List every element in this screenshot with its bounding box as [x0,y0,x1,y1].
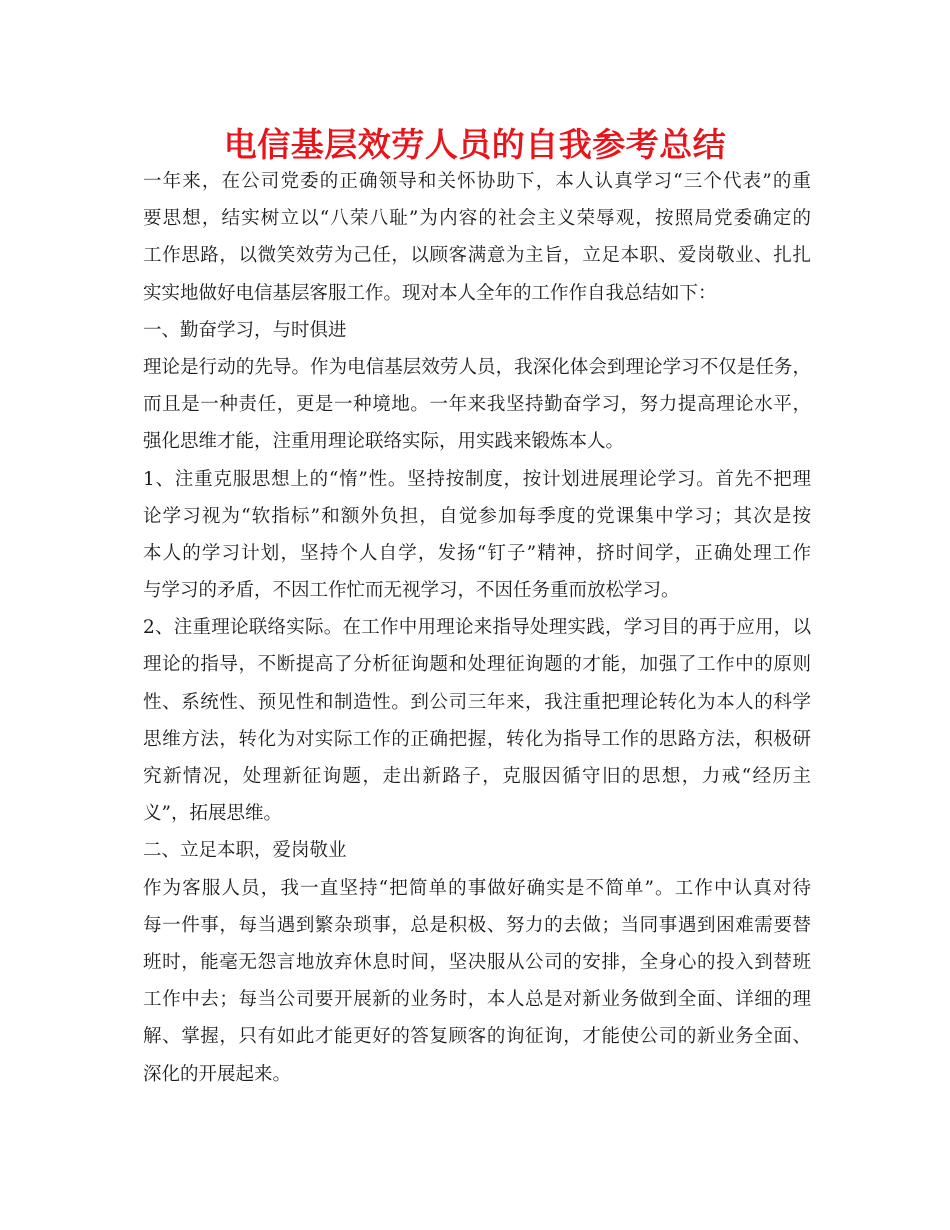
text-line: 与学习的矛盾，不因工作忙而无视学习，不因任务重而放松学习。 [143,580,680,602]
text-line: 作为客服人员，我一直坚持“把简单的事做好确实是不简单”。工作中认真对待 [143,877,811,899]
document-body [143,163,811,1093]
text-line: 理论的指导，不断提高了分析征询题和处理征询题的才能，加强了工作中的原则 [143,654,811,676]
text-line: 论学习视为“软指标”和额外负担，自觉参加每季度的党课集中学习；其次是按 [143,505,811,527]
document-title: 电信基层效劳人员的自我参考总结 [223,125,727,164]
text-line: 实实地做好电信基层客服工作。现对本人全年的工作作自我总结如下： [143,282,717,304]
text-line: 1、注重克服思想上的“惰”性。坚持按制度，按计划进展理论学习。首先不把理 [143,468,811,490]
text-line: 性、系统性、预见性和制造性。到公司三年来，我注重把理论转化为本人的科学 [143,691,811,713]
text-line: 要思想，结实树立以“八荣八耻”为内容的社会主义荣辱观，按照局党委确定的 [143,208,811,230]
text-line: 强化思维才能，注重用理论联络实际，用实践来锻炼本人。 [143,431,625,453]
text-line: 一年来，在公司党委的正确领导和关怀协助下，本人认真学习“三个代表”的重 [143,171,811,192]
text-line: 2、注重理论联络实际。在工作中用理论来指导处理实践，学习目的再于应用，以 [143,617,811,639]
text-line: 本人的学习计划，坚持个人自学，发扬“钉子”精神，挤时间学，正确处理工作 [143,542,811,564]
text-line: 每一件事，每当遇到繁杂琐事，总是积极、努力的去做；当同事遇到困难需要替 [143,914,811,936]
text-line: 思维方法，转化为对实际工作的正确把握，转化为指导工作的思路方法，积极研 [143,728,811,750]
text-line: 深化的开展起来。 [143,1063,292,1085]
text-line: 究新情况，处理新征询题，走出新路子，克服因循守旧的思想，力戒“经历主 [143,766,811,787]
text-line: 理论是行动的先导。作为电信基层效劳人员，我深化体会到理论学习不仅是任务， [143,356,811,378]
text-line: 一、勤奋学习，与时俱进 [143,319,347,341]
text-line: 班时，能毫无怨言地放弃休息时间，坚决服从公司的安排，全身心的投入到替班 [143,951,811,973]
text-line: 工作中去；每当公司要开展新的业务时，本人总是对新业务做到全面、详细的理 [143,989,811,1011]
text-line: 而且是一种责任，更是一种境地。一年来我坚持勤奋学习，努力提高理论水平， [143,394,811,416]
text-line: 解、掌握，只有如此才能更好的答复顾客的询征询，才能使公司的新业务全面、 [143,1026,811,1048]
text-line: 二、立足本职，爱岗敬业 [143,840,347,862]
text-line: 义”，拓展思维。 [143,803,282,825]
text-line: 工作思路，以微笑效劳为己任，以顾客满意为主旨，立足本职、爱岗敬业、扎扎 [143,245,811,267]
